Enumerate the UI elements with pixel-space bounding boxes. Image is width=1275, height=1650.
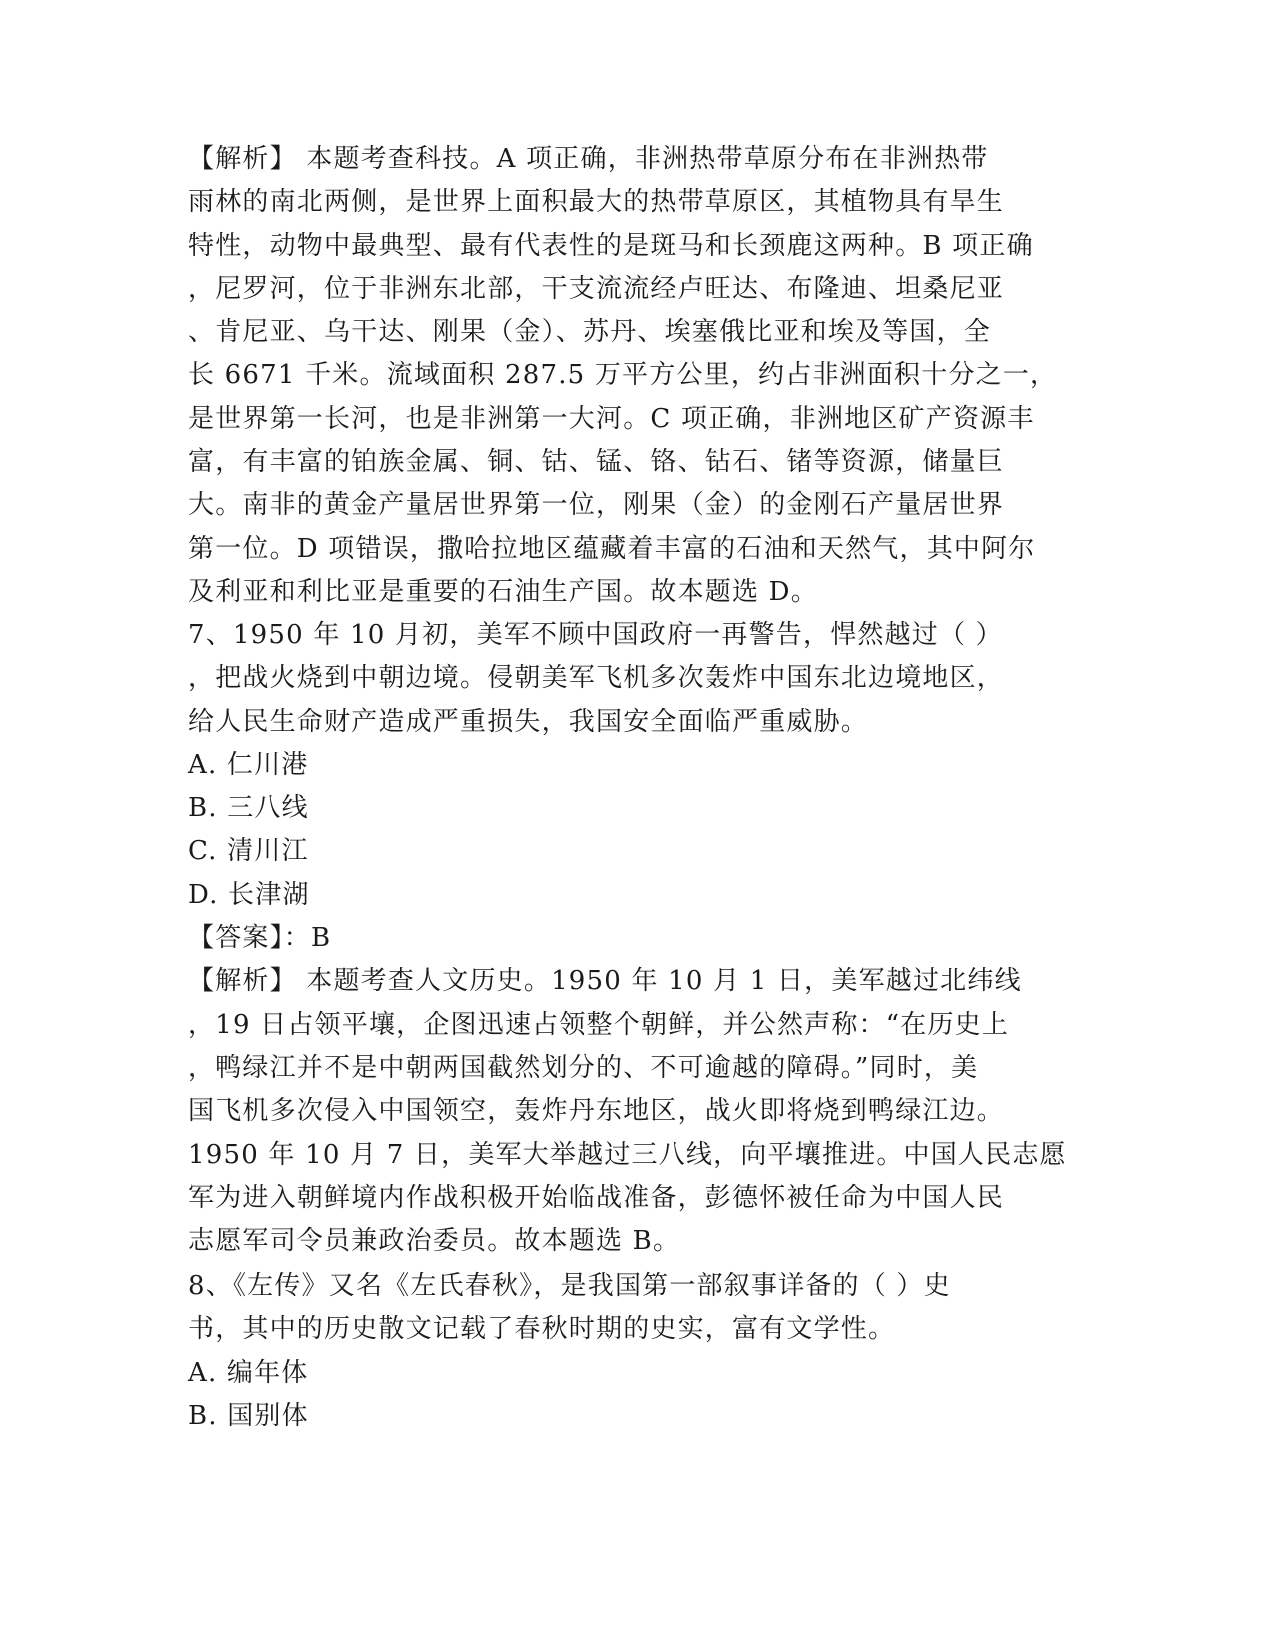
analysis-q6-line: 富，有丰富的铂族金属、铜、钴、锰、铬、钻石、锗等资源，储量巨: [188, 447, 1005, 478]
question-7-analysis-line: 军为进入朝鲜境内作战积极开始临战准备，彭德怀被任命为中国人民: [188, 1182, 1005, 1213]
question-7-analysis-line: ，19 日占领平壤，企图迅速占领整个朝鲜，并公然声称：“在历史上: [188, 1009, 1010, 1040]
analysis-q6-line: 大。南非的黄金产量居世界第一位，刚果（金）的金刚石产量居世界: [188, 490, 1005, 521]
question-7-option-a: A. 仁川港: [188, 749, 309, 780]
question-7-option-d: D. 长津湖: [188, 879, 310, 910]
question-8: [188, 1265, 1088, 1438]
analysis-q6-line: 第一位。D 项错误，撒哈拉地区蕴藏着丰富的石油和天然气，其中阿尔: [188, 533, 1036, 564]
question-7-answer: 【答案】：B: [188, 923, 332, 954]
question-7-stem-line: 给人民生命财产造成严重损失，我国安全面临严重威胁。: [188, 706, 869, 737]
analysis-q6-line: ，尼罗河，位于非洲东北部，干支流流经卢旺达、布隆迪、坦桑尼亚: [188, 273, 1005, 304]
analysis-q6: [188, 138, 1088, 614]
analysis-q6-line: 、肯尼亚、乌干达、刚果（金）、苏丹、埃塞俄比亚和埃及等国，全: [188, 317, 992, 348]
analysis-q6-line: 是世界第一长河，也是非洲第一大河。C 项正确，非洲地区矿产资源丰: [188, 403, 1035, 434]
analysis-q6-line: 及利亚和利比亚是重要的石油生产国。故本题选 D。: [188, 576, 818, 607]
analysis-q6-line: 雨林的南北两侧，是世界上面积最大的热带草原区，其植物具有旱生: [188, 187, 1005, 218]
question-7-analysis-line: 国飞机多次侵入中国领空，轰炸丹东地区，战火即将烧到鸭绿江边。: [188, 1096, 1005, 1127]
question-7-option-c: C. 清川江: [188, 836, 309, 867]
question-7: [188, 614, 1088, 1263]
analysis-q6-line: 长 6671 千米。流域面积 287.5 万平方公里，约占非洲面积十分之一，: [188, 360, 1058, 391]
question-7-analysis-line: 志愿军司令员兼政治委员。故本题选 B。: [188, 1226, 681, 1257]
analysis-q6-line: 特性，动物中最典型、最有代表性的是斑马和长颈鹿这两种。B 项正确: [188, 230, 1034, 261]
question-7-option-b: B. 三八线: [188, 793, 309, 824]
question-7-analysis-line: 1950 年 10 月 7 日，美军大举越过三八线，向平壤推进。中国人民志愿: [188, 1139, 1067, 1170]
question-8-option-b: B. 国别体: [188, 1400, 309, 1431]
question-8-option-a: A. 编年体: [188, 1357, 309, 1388]
question-7-stem-line: ，把战火烧到中朝边境。侵朝美军飞机多次轰炸中国东北边境地区，: [188, 663, 1005, 694]
analysis-q6-line: 【解析】 本题考查科技。A 项正确，非洲热带草原分布在非洲热带: [188, 144, 989, 174]
question-7-stem-line: 7、1950 年 10 月初，美军不顾中国政府一再警告，悍然越过（ ）: [188, 620, 1003, 650]
question-7-analysis-line: ，鸭绿江并不是中朝两国截然划分的、不可逾越的障碍。”同时，美: [188, 1052, 979, 1083]
question-8-stem-line: 书，其中的历史散文记载了春秋时期的史实，富有文学性。: [188, 1314, 896, 1345]
question-7-analysis-line: 【解析】 本题考查人文历史。1950 年 10 月 1 日，美军越过北纬线: [188, 966, 1022, 997]
question-8-stem-line: 8、《左传》又名《左氏春秋》，是我国第一部叙事详备的（ ）史: [188, 1271, 951, 1301]
